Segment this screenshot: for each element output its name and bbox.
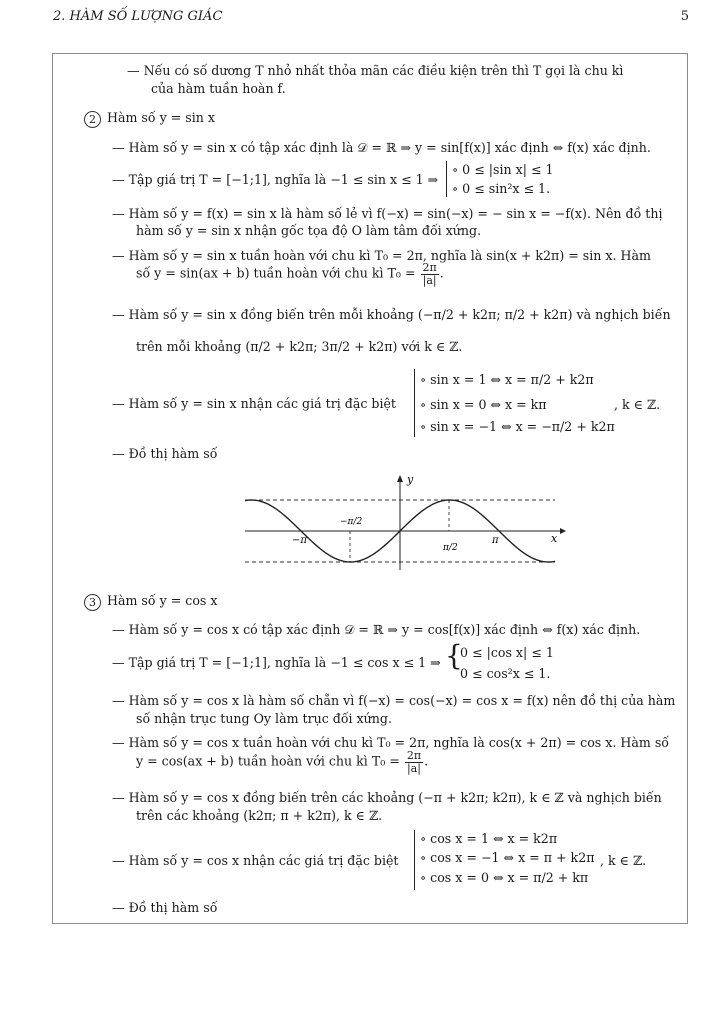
- sin-range-lead: — Tập giá trị T = [−1;1], nghĩa là −1 ≤ sin x ≤ 1 ⇒: [112, 172, 439, 187]
- sin-special-k: , k ∈ ℤ.: [614, 397, 661, 412]
- sin-period-text: số y = sin(ax + b) tuần hoàn với chu kì T₀ =: [136, 265, 416, 281]
- sin-special-case-2: ∘ sin x = 0 ⇔ x = kπ: [420, 397, 547, 412]
- sin-range-bar: [446, 161, 447, 197]
- cos-special-case-2: ∘ cos x = −1 ⇔ x = π + k2π: [420, 850, 595, 865]
- sin-period-num: 2π: [422, 261, 437, 274]
- cos-even-line-1: — Hàm số y = cos x là hàm số chẵn vì f(−x) = cos(−x) = cos x = f(x) nên đồ thị của hàm: [112, 693, 676, 708]
- cos-special-k: , k ∈ ℤ.: [600, 853, 647, 868]
- cos-period-den: |a|: [406, 761, 421, 775]
- cos-range-case-2: 0 ≤ cos²x ≤ 1.: [460, 666, 551, 681]
- sin-mono-line-2: [136, 339, 462, 354]
- sin-period-line-1: — Hàm số y = sin x tuần hoàn với chu kì T₀ = 2π, nghĩa là sin(x + k2π) = sin x. Hàm: [112, 248, 651, 263]
- sin-period-line-2: số y = sin(ax + b) tuần hoàn với chu kì T₀ = $\frac{2\pi}{|a|}$ .: [136, 261, 444, 287]
- section-number-badge-cos: 3: [84, 594, 101, 611]
- graph-pi-label: π: [492, 535, 499, 546]
- cos-mono-line-1: — Hàm số y = cos x đồng biến trên các khoảng (−π + k2π; k2π), k ∈ ℤ và nghịch biến: [112, 790, 662, 805]
- cos-period-fraction: [405, 750, 423, 774]
- sin-mono-text-a: — Hàm số y = sin x đồng biến trên mỗi khoảng: [112, 307, 414, 322]
- cos-period-line-2: y = cos(ax + b) tuần hoàn với chu kì T₀ = $\frac{2\pi}{|a|}$ .: [136, 749, 429, 775]
- section-number-badge: 2: [84, 111, 101, 128]
- cos-special-case-1: ∘ cos x = 1 ⇔ x = k2π: [420, 831, 558, 846]
- cos-period-num: 2π: [406, 749, 422, 762]
- sin-range-case-2: ∘ 0 ≤ sin²x ≤ 1.: [452, 181, 551, 196]
- graph-neg-pi-label: −π: [292, 535, 307, 546]
- section-cos-title-text: Hàm số y = cos x: [107, 593, 218, 608]
- sin-period-fraction: [421, 262, 439, 286]
- sin-odd-line-1: — Hàm số y = f(x) = sin x là hàm số lẻ vì f(−x) = sin(−x) = − sin x = −f(x). Nên đồ thị: [112, 206, 663, 221]
- sin-special-bar: [414, 369, 415, 437]
- cos-range-lead: — Tập giá trị T = [−1;1], nghĩa là −1 ≤ cos x ≤ 1 ⇒: [112, 655, 441, 670]
- sin-mono-text-b: và nghịch biến: [576, 307, 671, 322]
- page-number: 5: [680, 9, 689, 24]
- cos-special-bar: [414, 830, 415, 890]
- section-sin-title: [84, 110, 215, 128]
- cos-special-case-3: ∘ cos x = 0 ⇔ x = π/2 + kπ: [420, 870, 589, 885]
- cos-domain: — Hàm số y = cos x có tập xác định 𝒟 = ℝ ⇒ y = cos[f(x)] xác định ⇔ f(x) xác định.: [112, 622, 641, 637]
- intro-line-2: của hàm tuần hoàn f.: [151, 81, 286, 96]
- cos-period-line-1: — Hàm số y = cos x tuần hoàn với chu kì T₀ = 2π, nghĩa là cos(x + 2π) = cos x. Hàm số: [112, 735, 669, 750]
- sin-period-den: |a|: [422, 273, 437, 287]
- cos-period-text: y = cos(ax + b) tuần hoàn với chu kì T₀ =: [136, 753, 400, 769]
- sin-odd-line-2: hàm số y = sin x nhận gốc tọa độ O làm tâm đối xứng.: [136, 223, 482, 238]
- sin-increasing-interval: (−π/2 + k2π; π/2 + k2π): [417, 307, 573, 322]
- y-axis-arrow-icon: [397, 475, 403, 482]
- section-sin-title-text: Hàm số y = sin x: [107, 110, 215, 125]
- sin-mono2-text-a: trên mỗi khoảng: [136, 339, 242, 354]
- x-axis-arrow-icon: [560, 528, 566, 534]
- section-cos-title: [84, 593, 217, 611]
- cos-range-brace: {: [445, 639, 463, 672]
- sin-special-case-3: ∘ sin x = −1 ⇔ x = −π/2 + k2π: [420, 419, 615, 434]
- cos-mono-line-2: trên các khoảng (k2π; π + k2π), k ∈ ℤ.: [136, 808, 383, 823]
- chapter-header: 2. HÀM SỐ LƯỢNG GIÁC: [53, 9, 223, 24]
- sin-range-case-1: ∘ 0 ≤ |sin x| ≤ 1: [452, 162, 554, 177]
- sin-mono2-text-b: với k ∈ ℤ.: [401, 339, 463, 354]
- sin-decreasing-interval: (π/2 + k2π; 3π/2 + k2π): [245, 339, 398, 354]
- graph-x-label: x: [551, 532, 558, 545]
- cos-graph-label: — Đồ thị hàm số: [112, 900, 218, 915]
- sin-domain: — Hàm số y = sin x có tập xác định là 𝒟 = ℝ ⇒ y = sin[f(x)] xác định ⇔ f(x) xác định.: [112, 140, 651, 155]
- intro-line-1: — Nếu có số dương T nhỏ nhất thỏa mãn các điều kiện trên thì T gọi là chu kì: [127, 63, 624, 78]
- sin-special-case-1: ∘ sin x = 1 ⇔ x = π/2 + k2π: [420, 372, 594, 387]
- cos-range-case-1: 0 ≤ |cos x| ≤ 1: [460, 645, 554, 660]
- cos-special-lead: — Hàm số y = cos x nhận các giá trị đặc biệt: [112, 853, 399, 868]
- graph-neg-half-pi-label: −π/2: [340, 517, 363, 527]
- graph-y-label: y: [407, 473, 414, 486]
- graph-half-pi-label: π/2: [443, 543, 458, 553]
- cos-even-line-2: số nhận trục tung Oy làm trục đối xứng.: [136, 711, 392, 726]
- sin-mono-line-1: [112, 307, 671, 322]
- sin-special-lead: — Hàm số y = sin x nhận các giá trị đặc biệt: [112, 396, 396, 411]
- sine-graph: [240, 470, 570, 575]
- sin-graph-label: — Đồ thị hàm số: [112, 446, 218, 461]
